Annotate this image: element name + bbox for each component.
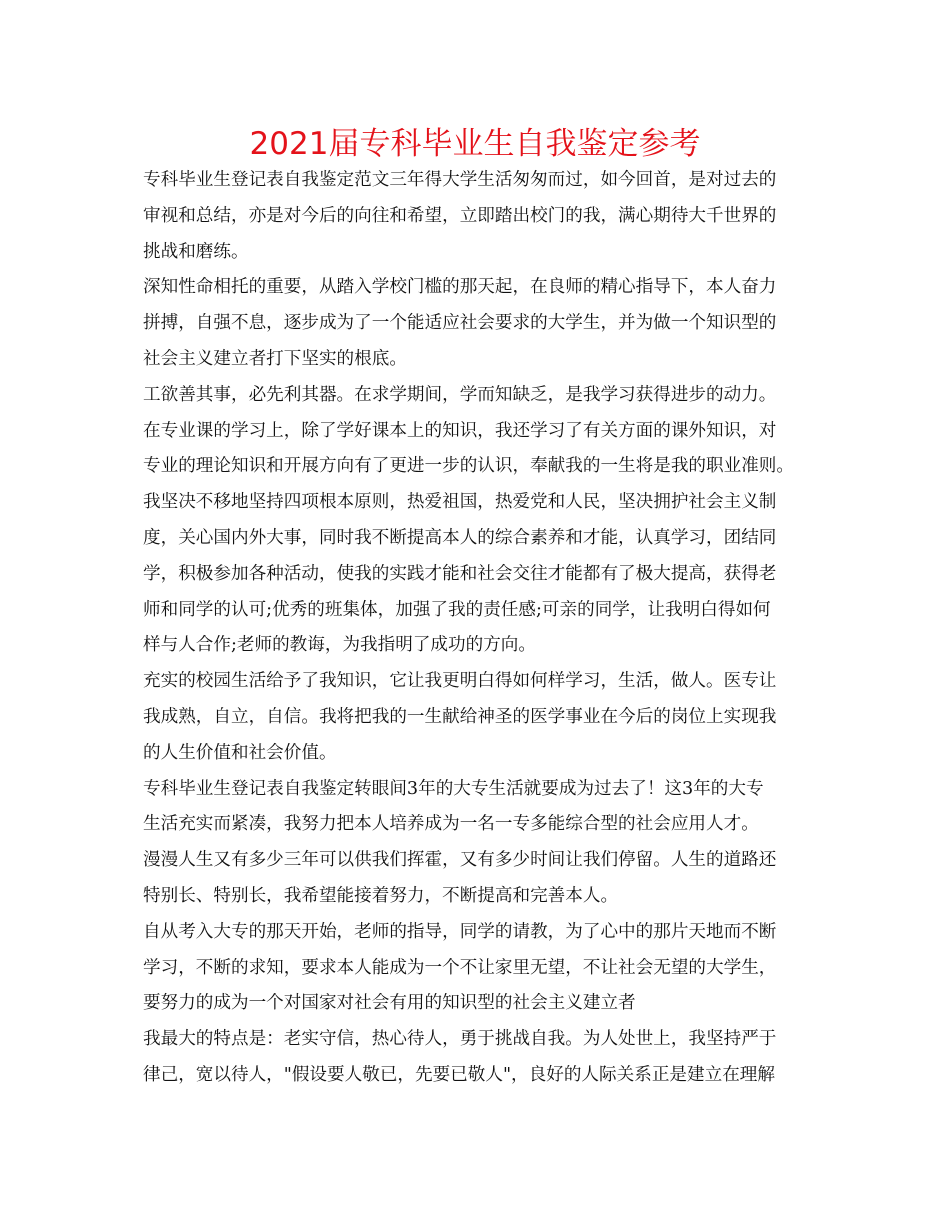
paragraph-line: 漫漫人生又有多少三年可以供我们挥霍，又有多少时间让我们停留。人生的道路还	[143, 850, 777, 871]
paragraph	[143, 843, 823, 915]
paragraph	[143, 664, 823, 771]
document-body	[143, 163, 823, 1094]
paragraph-line: 我成熟，自立，自信。我将把我的一生献给神圣的医学事业在今后的岗位上实现我	[143, 706, 777, 727]
paragraph-line: 在专业课的学习上，除了学好课本上的知识，我还学习了有关方面的课外知识，对	[143, 420, 777, 441]
paragraph-line: 样与人合作;老师的教诲，为我指明了成功的方向。	[143, 635, 536, 656]
paragraph-line: 度，关心国内外大事，同时我不断提高本人的综合素养和才能，认真学习，团结同	[143, 527, 777, 548]
paragraph-line: 律己，宽以待人，"假设要人敬已，先要已敬人"，良好的人际关系正是建立在理解	[143, 1064, 775, 1085]
paragraph-line: 自从考入大专的那天开始，老师的指导，同学的请教，为了心中的那片天地而不断	[143, 921, 777, 942]
paragraph-line: 挑战和磨练。	[143, 241, 249, 262]
paragraph-line: 专科毕业生登记表自我鉴定转眼间3年的大专生活就要成为过去了！这3年的大专	[143, 778, 764, 799]
paragraph	[143, 163, 823, 270]
paragraph-line: 学，积极参加各种活动，使我的实践才能和社会交往才能都有了极大提高，获得老	[143, 563, 777, 584]
paragraph	[143, 772, 823, 844]
paragraph-line: 要努力的成为一个对国家对社会有用的知识型的社会主义建立者	[143, 993, 636, 1014]
paragraph-line: 专业的理论知识和开展方向有了更进一步的认识，奉献我的一生将是我的职业准则。	[143, 456, 794, 477]
paragraph-line: 我坚决不移地坚持四项根本原则，热爱祖国，热爱党和人民，坚决拥护社会主义制	[143, 492, 777, 513]
paragraph	[143, 414, 823, 486]
paragraph	[143, 270, 823, 377]
paragraph-line: 拼搏，自强不息，逐步成为了一个能适应社会要求的大学生，并为做一个知识型的	[143, 313, 777, 334]
paragraph-line: 师和同学的认可;优秀的班集体，加强了我的责任感;可亲的同学，让我明白得如何	[143, 599, 771, 620]
paragraph-line: 生活充实而紧凑，我努力把本人培养成为一名一专多能综合型的社会应用人才。	[143, 814, 759, 835]
paragraph-line: 特别长、特别长，我希望能接着努力，不断提高和完善本人。	[143, 885, 619, 906]
paragraph-line: 充实的校园生活给予了我知识，它让我更明白得如何样学习，生活，做人。医专让	[143, 671, 777, 692]
paragraph	[143, 378, 823, 414]
paragraph-line: 学习，不断的求知，要求本人能成为一个不让家里无望，不让社会无望的大学生，	[143, 957, 777, 978]
paragraph	[143, 915, 823, 1022]
paragraph-line: 社会主义建立者打下坚实的根底。	[143, 348, 407, 369]
paragraph-line: 我最大的特点是：老实守信，热心待人，勇于挑战自我。为人处世上，我坚持严于	[143, 1029, 777, 1050]
document-title: 2021届专科毕业生自我鉴定参考	[249, 126, 701, 162]
paragraph-line: 工欲善其事，必先利其器。在求学期间，学而知缺乏，是我学习获得进步的动力。	[143, 384, 777, 405]
paragraph-line: 专科毕业生登记表自我鉴定范文三年得大学生活匆匆而过，如今回首，是对过去的	[143, 170, 777, 190]
paragraph	[143, 485, 823, 664]
paragraph-line: 审视和总结，亦是对今后的向往和希望，立即踏出校门的我，满心期待大千世界的	[143, 205, 777, 226]
paragraph-line: 深知性命相托的重要，从踏入学校门槛的那天起，在良师的精心指导下，本人奋力	[143, 277, 777, 298]
paragraph	[143, 1022, 823, 1094]
paragraph-line: 的人生价值和社会价值。	[143, 742, 337, 763]
